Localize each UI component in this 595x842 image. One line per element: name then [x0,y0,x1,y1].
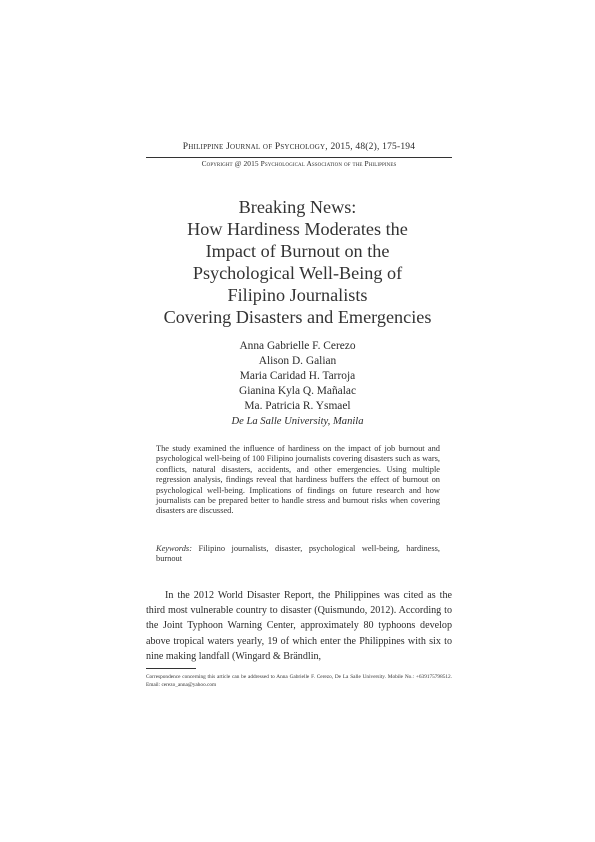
keywords-label: Keywords: [156,544,192,553]
author-name: Gianina Kyla Q. Mañalac [238,385,357,397]
author-name: Ma. Patricia R. Ysmael [244,400,351,412]
title-line: Impact of Burnout on the [205,241,390,261]
title-line: How Hardiness Moderates the [187,219,408,239]
title-line: Covering Disasters and Emergencies [163,307,432,327]
author-name: Maria Caridad H. Tarroja [239,370,356,382]
article-title [120,196,475,328]
copyright-line: Copyright @ 2015 Psychological Association of the Philippines [201,159,397,168]
keywords [156,544,440,565]
title-line: Breaking News: [238,197,357,217]
author-name: Alison D. Galian [258,355,337,367]
author-name: Anna Gabrielle F. Cerezo [239,340,356,352]
title-line: Psychological Well-Being of [192,263,403,283]
abstract: The study examined the influence of hardiness on the impact of job burnout and psychological well-being of 100 Filipino journalists covering disasters such as wars, conflicts, natural disasters, accidents, and other emergencies. Using multiple regression analysis, findings reveal that hardiness buffers the effect of burnout on psychological well-being. Implications of findings on future research and how journalists can be prepared better to handle stress and burnout risks when covering disasters are discussed. [156,444,440,516]
footnote: Correspondence concerning this article can be addressed to Anna Gabrielle F. Cerezo, De La Salle University. Mobile No.: +639175798512. Email: cerezo_anna@yahoo.com [146,674,452,688]
footnote-rule [146,668,196,669]
keywords-text: Filipino journalists, disaster, psychological well-being, hardiness, burnout [156,544,440,564]
affiliation: De La Salle University, Manila [231,416,364,427]
body-paragraph: In the 2012 World Disaster Report, the Philippines was cited as the third most vulnerable country to disaster (Quismundo, 2012). According to the Joint Typhoon Warning Center, approximately 80 typhoons develop above tropical waters yearly, 19 of which enter the Philippines with six to nine making landfall (Wingard & Brändlin, [146,590,452,662]
author-block [180,339,415,429]
header-rule [146,157,452,158]
running-head: Philippine Journal of Psychology, 2015, 48(2), 175-194 [182,142,416,152]
title-line: Filipino Journalists [227,285,368,305]
